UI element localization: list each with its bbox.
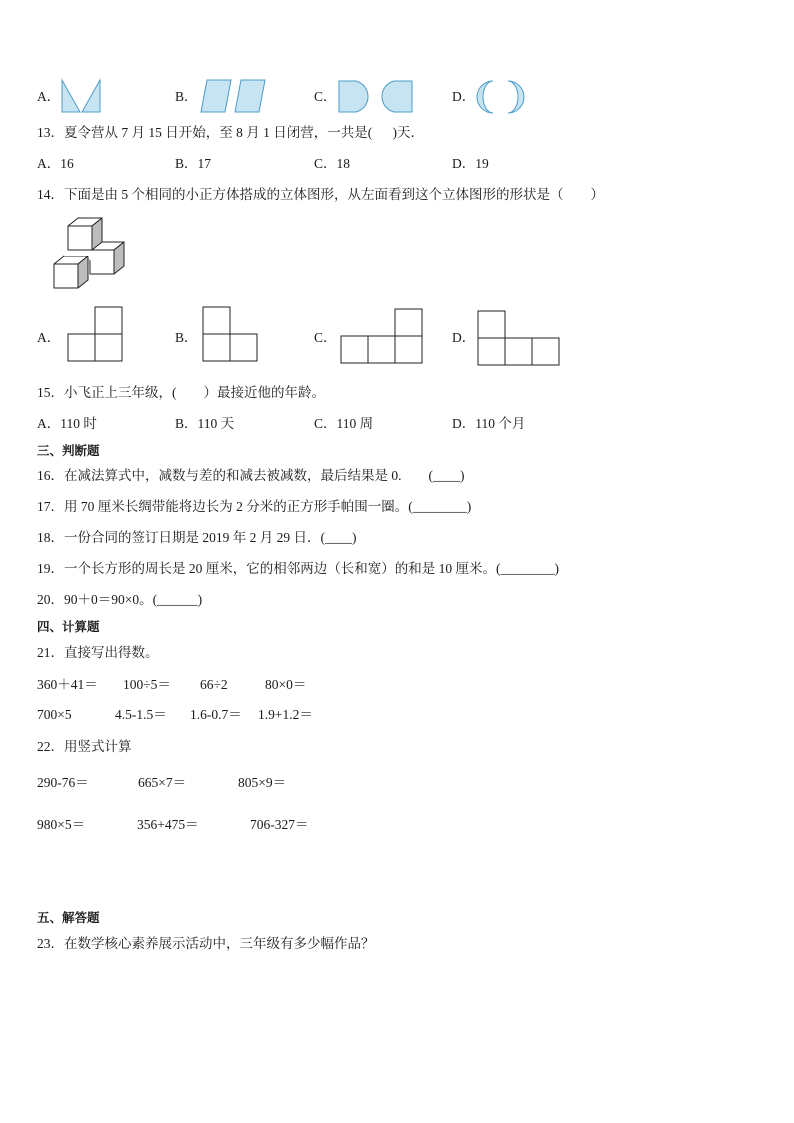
q21-item: 80×0＝ xyxy=(265,677,307,692)
parallelogram-pair-icon xyxy=(199,80,269,114)
q21-item: 4.5-1.5＝ xyxy=(115,707,167,722)
q14-option-c-label: C． xyxy=(314,330,337,345)
q13-option-a: A．16 xyxy=(37,156,74,171)
triangle-pair-icon xyxy=(60,80,104,114)
q15-option-a: A．110 时 xyxy=(37,416,97,431)
q14-option-d-view xyxy=(478,310,562,366)
section-heading-word-problems: 五、解答题 xyxy=(37,910,100,925)
q14-option-a-view xyxy=(68,306,124,362)
q21-item: 1.9+1.2＝ xyxy=(258,707,313,722)
q21-item: 66÷2 xyxy=(200,677,228,692)
q12-option-b-label: B． xyxy=(175,89,198,104)
q12-option-a-label: A． xyxy=(37,89,61,104)
q18-text: 18．一份合同的签订日期是 2019 年 2 月 29 日．(____) xyxy=(37,530,357,545)
q14-option-a-label: A． xyxy=(37,330,61,345)
section-heading-judgement: 三、判断题 xyxy=(37,443,100,458)
q14-option-b-label: B． xyxy=(175,330,198,345)
q21-item: 360＋41＝ xyxy=(37,677,98,692)
q16-text: 16．在减法算式中，减数与差的和减去被减数，最后结果是 0. (____) xyxy=(37,468,465,483)
q22-item: 290-76＝ xyxy=(37,775,89,790)
q21-item: 700×5 xyxy=(37,707,72,722)
q15-option-d: D．110 个月 xyxy=(452,416,526,431)
q17-text: 17．用 70 厘米长绸带能将边长为 2 分米的正方形手帕围一圈。(________) xyxy=(37,499,472,514)
cube-stack-figure xyxy=(52,216,128,292)
semicircle-square-pair-icon xyxy=(338,80,414,114)
q22-item: 665×7＝ xyxy=(138,775,187,790)
q14-option-c-view xyxy=(341,308,425,364)
q15-stem: 15．小飞正上三年级，( ）最接近他的年龄。 xyxy=(37,385,325,400)
q12-option-c-label: C． xyxy=(314,89,337,104)
q12-option-d-label: D． xyxy=(452,89,476,104)
q14-option-b-view xyxy=(203,306,259,362)
q22-stem: 22．用竖式计算 xyxy=(37,739,132,754)
q23-text: 23．在数学核心素养展示活动中，三年级有多少幅作品？ xyxy=(37,936,375,951)
q13-option-c: C．18 xyxy=(314,156,351,171)
q22-item: 980×5＝ xyxy=(37,817,86,832)
q14-stem: 14．下面是由 5 个相同的小正方体搭成的立体图形，从左面看到这个立体图形的形状是（ ） xyxy=(37,187,604,202)
q15-option-b: B．110 天 xyxy=(175,416,235,431)
q21-stem: 21．直接写出得数。 xyxy=(37,645,159,660)
q13-option-b: B．17 xyxy=(175,156,212,171)
q22-item: 706-327＝ xyxy=(250,817,309,832)
section-heading-calculation: 四、计算题 xyxy=(37,619,100,634)
q21-item: 100÷5＝ xyxy=(123,677,171,692)
q13-option-d: D．19 xyxy=(452,156,489,171)
q15-option-c: C．110 周 xyxy=(314,416,374,431)
q19-text: 19．一个长方形的周长是 20 厘米，它的相邻两边（长和宽）的和是 10 厘米。(________) xyxy=(37,561,559,576)
q13-stem: 13．夏令营从 7 月 15 日开始，至 8 月 1 日闭营，一共是( )天． xyxy=(37,125,424,140)
q14-option-d-label: D． xyxy=(452,330,476,345)
crescent-pair-icon xyxy=(475,80,527,114)
q21-item: 1.6-0.7＝ xyxy=(190,707,242,722)
q22-item: 356+475＝ xyxy=(137,817,199,832)
q22-item: 805×9＝ xyxy=(238,775,287,790)
q20-text: 20．90＋0＝90×0。(______) xyxy=(37,592,203,607)
